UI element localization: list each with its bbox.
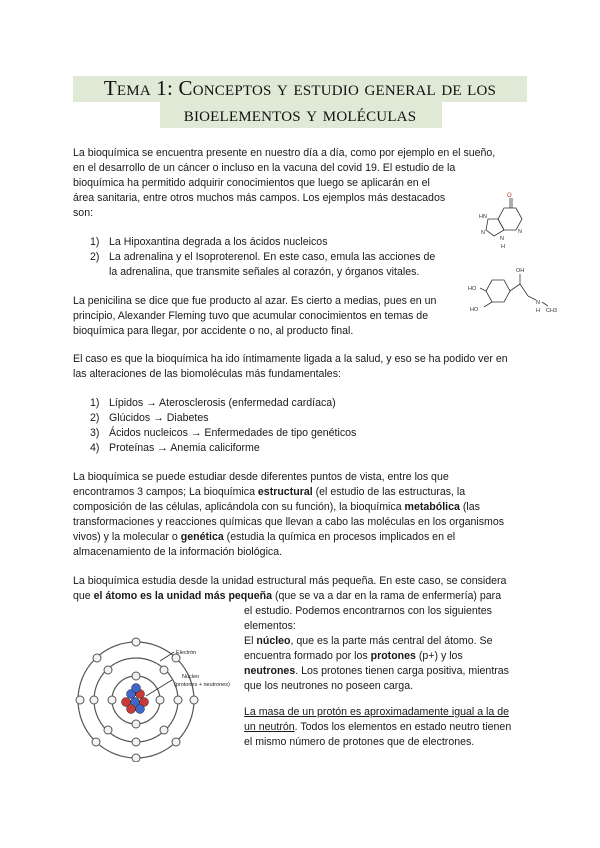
bold-term: estructural <box>257 486 313 498</box>
intro-line: bioquímica ha permitido adquirir conocimientos que luego se aplicarán en el <box>73 177 430 189</box>
n-label: N <box>481 230 485 236</box>
text-span: . Los protones tienen carga positiva, mientras <box>295 665 509 677</box>
intro-line: son: <box>73 207 94 219</box>
underlined-text: La masa de un protón es aproximadamente igual a la de <box>244 706 510 718</box>
paragraph-line: La bioquímica se puede estudiar desde diferentes puntos de vista, entre los que <box>73 471 449 483</box>
h-label: H <box>536 308 540 314</box>
intro-line: La bioquímica se encuentra presente en nuestro día a día, como por ejemplo en el sueño, <box>73 147 496 159</box>
bold-term: protones <box>370 650 416 662</box>
text-span: El <box>244 635 257 647</box>
paragraph-line <box>73 485 465 500</box>
text-span: (las <box>459 501 480 513</box>
paragraph-line <box>73 530 455 545</box>
paragraph-line <box>244 705 509 720</box>
paragraph-line <box>73 500 480 515</box>
hypoxanthine-structure <box>476 190 538 250</box>
ho-label: HO <box>470 307 479 313</box>
adrenaline-structure <box>462 262 558 320</box>
paragraph-line: el mismo número de protones que de electrones. <box>244 736 475 748</box>
list-item: La adrenalina y el Isoproterenol. En este caso, emula las acciones de <box>109 251 436 263</box>
list-item-number: 4) <box>90 442 100 454</box>
electron-label: Electrón <box>176 650 197 656</box>
ch3-label: CH3 <box>546 308 558 314</box>
text-span: vivos) y la molecular o <box>73 531 181 543</box>
paragraph-line <box>244 634 493 649</box>
paragraph-line: El caso es que la bioquímica ha ido íntimamente ligada a la salud, y eso se ha podido ver en <box>73 353 508 365</box>
nucleus-label: Núcleo <box>182 674 200 680</box>
intro-line: en el desarrollo de un cáncer o incluso en la vacuna del covid 19. El estudio de la <box>73 162 456 174</box>
text-span: que <box>73 590 94 602</box>
list-item: Lípidos → Aterosclerosis (enfermedad cardíaca) <box>109 397 336 409</box>
paragraph-line: bioquímica para llegar, por accidente o no, al producto final. <box>73 325 354 337</box>
paragraph-line <box>244 649 463 664</box>
page-title-line-2: bioelementos y moléculas <box>183 102 417 126</box>
list-item: Glúcidos → Diabetes <box>109 412 209 424</box>
list-item: Ácidos nucleicos → Enfermedades de tipo genéticos <box>109 427 357 439</box>
text-span: encuentra formado por los <box>244 650 371 662</box>
oxygen-label: O <box>507 193 512 199</box>
underlined-text: un neutrón <box>244 721 295 733</box>
paragraph-line: La bioquímica estudia desde la unidad estructural más pequeña. En este caso, se considera <box>73 575 507 587</box>
bold-term: núcleo <box>256 635 291 647</box>
text-span: , que es la parte más central del átomo. Se <box>290 635 493 647</box>
list-item-number: 2) <box>90 251 100 263</box>
paragraph-line: el estudio. Podemos encontrarnos con los siguientes <box>244 605 492 617</box>
bold-term: metabólica <box>404 501 460 513</box>
intro-line: área sanitaria, entre otros muchos más campos. Los ejemplos más destacados <box>73 192 446 204</box>
text-span: encontramos 3 campos; La bioquímica <box>73 486 258 498</box>
list-item-number: 3) <box>90 427 100 439</box>
nh-label: HN <box>479 214 487 220</box>
paragraph-line <box>244 720 511 735</box>
text-span: . Todos los elementos en estado neutro tienen <box>294 721 512 733</box>
list-item: Proteínas → Anemia caliciforme <box>109 442 260 454</box>
text-span: (que se va a dar en la rama de enfermería) para <box>272 590 502 602</box>
atom-diagram <box>74 632 236 762</box>
n-label: N <box>500 236 504 242</box>
nucleus-label-sub: (protones + neutrones) <box>174 682 230 688</box>
n-label: N <box>518 229 522 235</box>
bold-term: genética <box>180 531 224 543</box>
list-item: La Hipoxantina degrada a los ácidos nucleicos <box>109 236 328 248</box>
paragraph-line: La penicilina se dice que fue producto al azar. Es cierto a medias, pues en un <box>73 295 437 307</box>
list-item: la adrenalina, que transmite señales al corazón, y órganos vitales. <box>109 266 420 278</box>
list-item-number: 2) <box>90 412 100 424</box>
paragraph-line: que los neutrones no poseen carga. <box>244 680 414 692</box>
text-span: composición de las células, aplicándola con su función), la bioquímica <box>73 501 405 513</box>
paragraph-line: almacenamiento de la información biológica. <box>73 546 283 558</box>
paragraph-line: transformaciones y reacciones químicas que llevan a cabo las moléculas en los organismos <box>73 516 505 528</box>
page-title-line-1: Tema 1: Conceptos y estudio general de los <box>103 76 497 100</box>
text-span: (p+) y los <box>415 650 463 662</box>
bold-term: el átomo es la unidad más pequeña <box>93 590 273 602</box>
paragraph-line: principio, Alexander Fleming tuvo que acumular conocimientos en temas de <box>73 310 429 322</box>
list-item-number: 1) <box>90 236 100 248</box>
n-label: N <box>536 300 540 306</box>
bold-term: neutrones <box>244 665 296 677</box>
text-span: (estudia la química en procesos implicados en el <box>223 531 456 543</box>
ho-label: HO <box>468 286 477 292</box>
paragraph-line <box>73 589 501 604</box>
paragraph-line <box>244 664 509 679</box>
text-span: (el estudio de las estructuras, la <box>312 486 466 498</box>
paragraph-line: elementos: <box>244 620 296 632</box>
h-label: H <box>501 244 505 250</box>
oh-label: OH <box>516 268 525 274</box>
list-item-number: 1) <box>90 397 100 409</box>
paragraph-line: las alteraciones de las biomoléculas más fundamentales: <box>73 368 341 380</box>
